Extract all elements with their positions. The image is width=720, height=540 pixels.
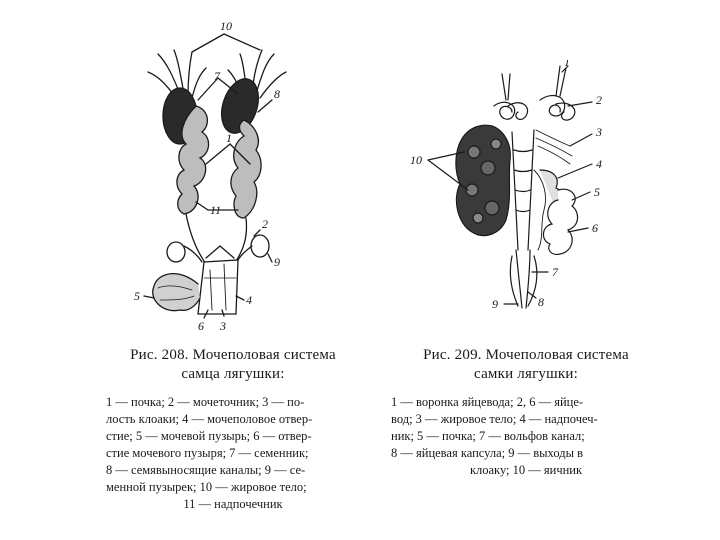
legend-209-line: клоаку; 10 — яичник [469,463,583,477]
fig208-label-10: 10 [220,19,232,33]
fig209-label-10: 10 [410,153,422,167]
fig208-label-9: 9 [274,255,280,269]
fig209-label-5: 5 [594,185,600,199]
legend-209-line: ник; 5 — почка; 7 — вольфов канал; [391,429,585,443]
legend-208-line: стие мочевого пузыря; 7 — семенник; [106,446,309,460]
figure-208-drawing [88,14,328,334]
fig209-label-9: 9 [492,297,498,311]
fig208-label-11: 11 [210,203,222,217]
legend-208-line: 11 — надпочечник [183,497,283,511]
figure-208-male-urogenital-diagram [88,14,328,334]
fig209-label-2: 2 [596,93,602,107]
caption-title-209-line1: Рис. 209. Мочеполовая система [423,347,629,363]
caption-legend-209 [391,394,661,479]
fig209-label-8: 8 [538,295,544,309]
fig208-label-3: 3 [220,319,226,333]
caption-legend-208 [106,394,360,513]
legend-208-line: стие; 5 — мочевой пузырь; 6 — отвер- [106,429,312,443]
fig208-label-4: 4 [246,293,252,307]
fig208-label-5: 5 [134,289,140,303]
caption-title-209 [391,346,661,384]
caption-fig-208 [106,346,360,513]
fig209-label-7: 7 [552,265,558,279]
fig208-label-7: 7 [214,69,220,83]
caption-fig-209 [391,346,661,479]
fig209-label-6: 6 [592,221,598,235]
fig209-label-3: 3 [596,125,602,139]
legend-208-line: 8 — семявыносящие каналы; 9 — се- [106,463,306,477]
fig208-label-1: 1 [226,131,232,145]
legend-208-line: 1 — почка; 2 — мочеточник; 3 — по- [106,395,305,409]
legend-209-line: 1 — воронка яйцевода; 2, 6 — яйце- [391,395,584,409]
fig208-label-8: 8 [274,87,280,101]
legend-209-line: 8 — яйцевая капсула; 9 — выходы в [391,446,584,460]
fig208-label-6: 6 [198,319,204,333]
caption-title-208-line2: самца лягушки: [181,366,285,382]
fig209-label-1: 1 [564,60,570,69]
legend-209-line: вод; 3 — жировое тело; 4 — надпочеч- [391,412,598,426]
fig209-label-4: 4 [596,157,602,171]
figure-209-drawing [408,60,628,320]
legend-208-line: менной пузырек; 10 — жировое тело; [106,480,307,494]
caption-title-208 [106,346,360,384]
figure-209-female-urogenital-diagram [408,60,628,320]
legend-208-line: лость клоаки; 4 — мочеполовое отвер- [106,412,313,426]
caption-title-208-line1: Рис. 208. Мочеполовая система [130,347,336,363]
fig208-label-2: 2 [262,217,268,231]
caption-title-209-line2: самки лягушки: [474,366,578,382]
